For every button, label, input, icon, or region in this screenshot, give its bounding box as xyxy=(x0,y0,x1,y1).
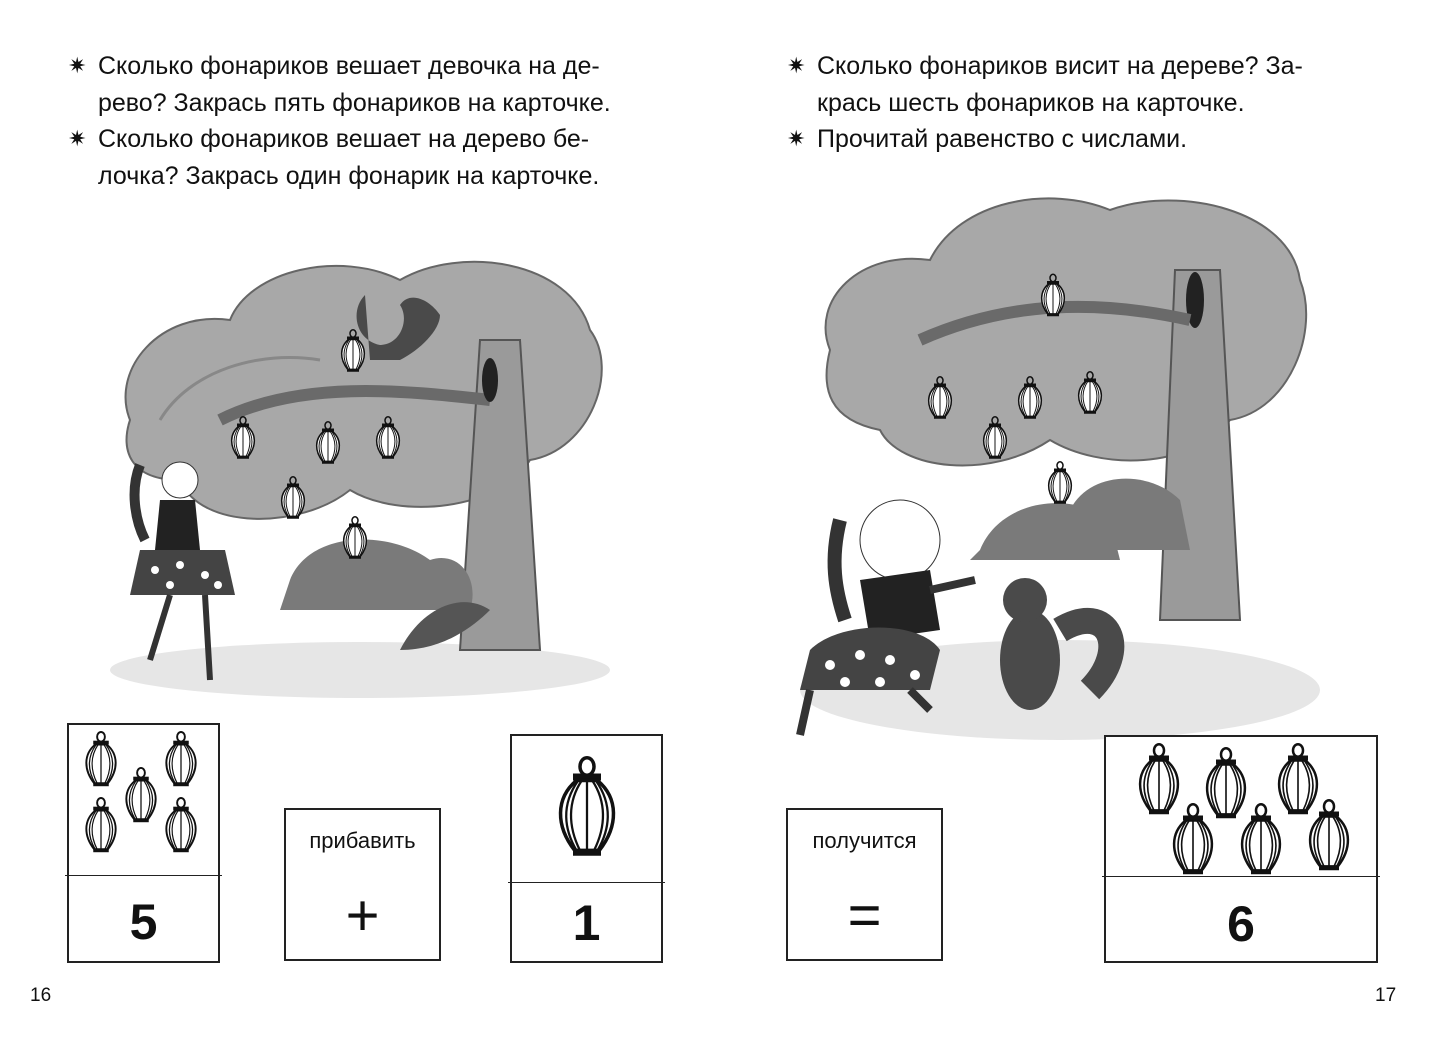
card-divider xyxy=(508,882,665,883)
card-number: 1 xyxy=(572,895,601,951)
card-operator-equals xyxy=(786,808,943,961)
lantern-icon xyxy=(547,756,627,868)
lantern-icon xyxy=(81,797,121,859)
card-number: 5 xyxy=(129,894,158,950)
task-text: лочка? Закрась один фонарик на карточке. xyxy=(98,161,600,190)
task-item xyxy=(68,121,662,194)
lantern-icon xyxy=(161,731,201,793)
task-text: рево? Закрась пять фонариков на карточке. xyxy=(98,88,611,117)
task-text: Сколько фонариков вешает на дерево бе- xyxy=(98,125,590,153)
card-number: 6 xyxy=(1227,896,1255,952)
star-burst-icon: ✷ xyxy=(787,53,806,78)
task-item xyxy=(787,48,1379,121)
lantern-icon xyxy=(81,731,121,793)
task-text: Сколько фонариков висит на дереве? За- xyxy=(817,52,1303,80)
star-burst-icon: ✷ xyxy=(68,53,87,78)
lantern-icon xyxy=(161,797,201,859)
right-instructions xyxy=(787,48,1379,158)
lantern-icon xyxy=(121,767,161,829)
task-text: крась шесть фонариков на карточке. xyxy=(817,88,1245,117)
card-five-lanterns xyxy=(67,723,220,963)
illustration-girl-squirrel-highfive xyxy=(790,190,1320,750)
equals-symbol: = xyxy=(847,883,882,948)
card-divider xyxy=(65,875,222,876)
card-one-lantern xyxy=(510,734,663,963)
page-number: 16 xyxy=(30,985,52,1006)
page-number: 17 xyxy=(1375,985,1397,1006)
card-operator-plus xyxy=(284,808,441,961)
star-burst-icon: ✷ xyxy=(787,126,806,151)
left-instructions xyxy=(68,48,662,194)
star-burst-icon: ✷ xyxy=(68,126,87,151)
lantern-icon xyxy=(1168,803,1218,883)
plus-symbol: + xyxy=(345,883,380,948)
operator-word: получится xyxy=(812,828,917,853)
task-text: Сколько фонариков вешает девочка на де- xyxy=(98,52,600,80)
card-six-lanterns xyxy=(1104,735,1378,963)
illustration-girl-squirrel-tree xyxy=(100,250,620,710)
lantern-icon xyxy=(1304,799,1354,879)
task-item xyxy=(68,48,662,121)
lantern-icon xyxy=(1236,803,1286,883)
task-text: Прочитай равенство с числами. xyxy=(817,125,1188,153)
operator-word: прибавить xyxy=(309,828,416,853)
card-divider xyxy=(1102,876,1380,877)
task-item xyxy=(787,121,1379,158)
